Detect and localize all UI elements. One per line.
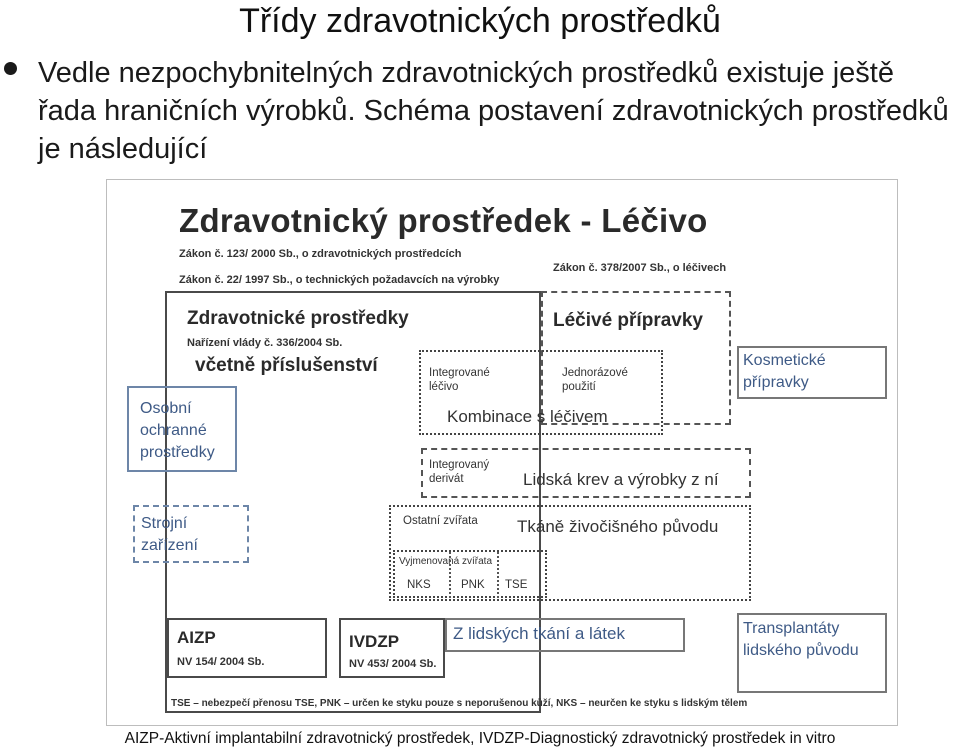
ivdzp-label: IVDZP: [349, 632, 400, 651]
nks-divider: [449, 552, 451, 598]
bullet-text: Vedle nezpochybnitelných zdravotnických prostředků existuje ještě řada hraničních výrobků. Schéma postavení zdravotnických prostředků je následující: [38, 57, 949, 165]
z-lidskych-label: Z lidských tkání a látek: [453, 624, 625, 643]
pnk-divider: [497, 552, 499, 598]
zp-nv: Nařízení vlády č. 336/2004 Sb.: [187, 337, 343, 349]
lp-title: Léčivé přípravky: [553, 310, 703, 331]
integrovany-derivat-label: Integrovaný derivát: [429, 459, 490, 485]
diagram-footnote: TSE – nebezpečí přenosu TSE, PNK – určen ke styku pouze s neporušenou kůží, NKS – neurčen ke styku s lidským tělem: [171, 698, 748, 709]
law-zp: Zákon č. 123/ 2000 Sb., o zdravotnických prostředcích: [179, 248, 462, 260]
vyjmenovana-label: Vyjmenovaná zvířata: [399, 556, 493, 567]
tse-label: TSE: [505, 579, 528, 591]
pnk-label: PNK: [461, 579, 485, 591]
transplantaty-label: Transplantáty lidského původu: [743, 620, 859, 659]
oop-label: Osobní ochranné prostředky: [140, 400, 215, 461]
diagram-title: Zdravotnický prostředek - Léčivo: [179, 202, 708, 239]
lidska-krev-label: Lidská krev a výrobky z ní: [523, 470, 719, 489]
zp-incl: včetně příslušenství: [195, 355, 378, 376]
strojni-label: Strojní zařízení: [141, 515, 198, 554]
diagram-figure: [106, 179, 898, 726]
jednorazove-label: Jednorázové použití: [562, 367, 628, 393]
ivdzp-nv: NV 453/ 2004 Sb.: [349, 658, 437, 670]
aizp-nv: NV 154/ 2004 Sb.: [177, 656, 265, 668]
law-drugs: Zákon č. 378/2007 Sb., o léčivech: [553, 262, 727, 274]
aizp-box: [167, 618, 327, 678]
tkane-label: Tkáně živočišného původu: [517, 517, 719, 536]
bullet-dot-icon: [4, 62, 17, 75]
ostatni-zvirata-label: Ostatní zvířata: [403, 515, 478, 527]
slide-caption: AIZP-Aktivní implantabilní zdravotnický prostředek, IVDZP-Diagnostický zdravotnický prostředek in vitro: [124, 730, 836, 747]
law-technical: Zákon č. 22/ 1997 Sb., o technických požadavcích na výrobky: [179, 274, 500, 286]
kombinace-label: Kombinace s léčivem: [447, 407, 608, 426]
slide-title: Třídy zdravotnických prostředků: [239, 2, 721, 40]
zp-title: Zdravotnické prostředky: [187, 308, 409, 329]
nks-label: NKS: [407, 579, 431, 591]
kosmeticke-label: Kosmetické přípravky: [743, 352, 826, 391]
aizp-label: AIZP: [177, 628, 216, 647]
integrovane-lecivo-label: Integrované léčivo: [429, 367, 490, 393]
